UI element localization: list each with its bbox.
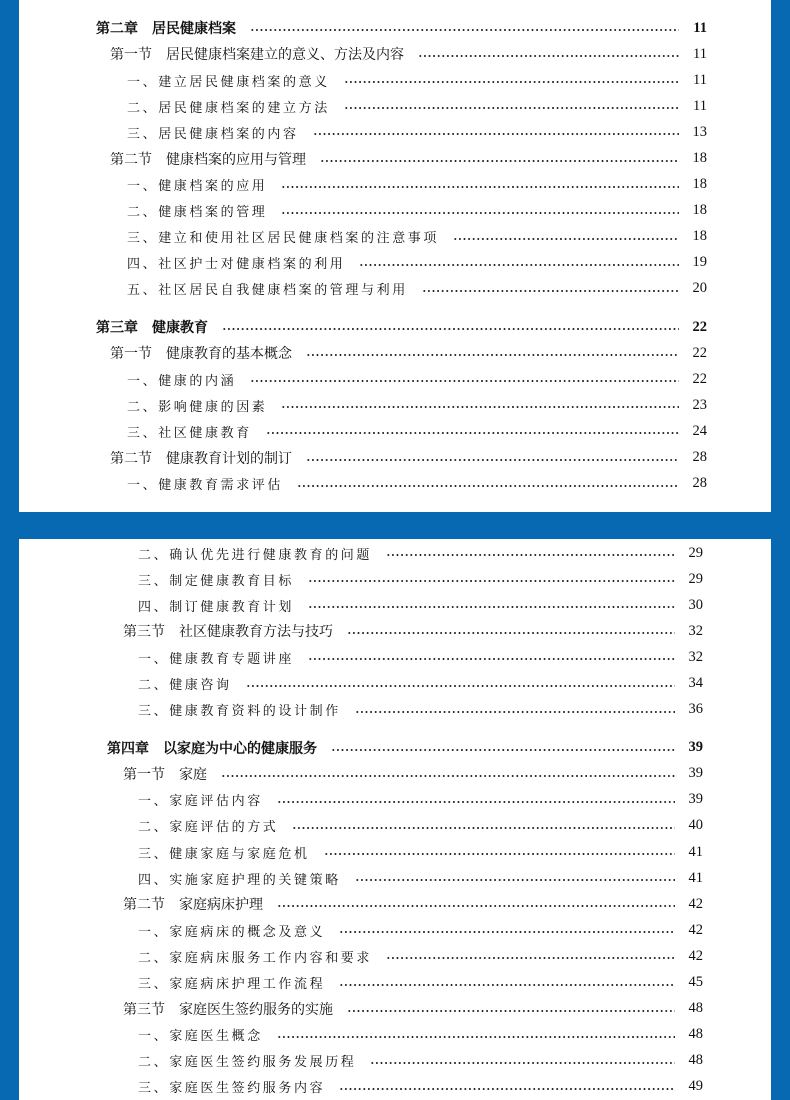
toc-entry-page-number: 18: [692, 150, 707, 167]
toc-item-entry[interactable]: [19, 787, 771, 813]
toc-entry-title: 三、健康教育资料的设计制作: [138, 704, 341, 720]
toc-entry-title: 三、社区健康教育: [127, 425, 252, 441]
toc-item-entry[interactable]: [19, 276, 771, 302]
toc-entry-page-number: 28: [692, 475, 707, 492]
toc-entry-page-number: 48: [688, 1026, 703, 1043]
toc-item-entry[interactable]: [19, 917, 771, 943]
dot-leader: [418, 54, 679, 58]
toc-entry-page-number: 11: [693, 97, 707, 114]
toc-entry-title: 二、家庭医生签约服务发展历程: [138, 1055, 357, 1071]
toc-item-entry[interactable]: [19, 93, 771, 119]
dot-leader: [386, 956, 675, 960]
toc-section-entry[interactable]: [19, 618, 771, 644]
dot-leader: [250, 28, 679, 32]
toc-entry-title: 第一节 家庭: [123, 766, 207, 783]
toc-entry-title: 一、健康教育需求评估: [127, 478, 284, 494]
dot-leader: [306, 353, 679, 357]
dot-leader: [277, 904, 675, 908]
toc-item-entry[interactable]: [19, 644, 771, 670]
toc-entry-page-number: 39: [688, 791, 703, 808]
toc-entry-page-number: 11: [693, 19, 707, 36]
dot-leader: [320, 159, 679, 163]
toc-entry-title: 三、健康家庭与家庭危机: [138, 846, 310, 862]
toc-section-entry[interactable]: [19, 340, 771, 366]
toc-entry-page-number: 41: [688, 869, 703, 886]
toc-item-entry[interactable]: [19, 839, 771, 865]
toc-entry-page-number: 45: [688, 974, 703, 991]
toc-item-entry[interactable]: [19, 1074, 771, 1100]
toc-entry-page-number: 48: [688, 1052, 703, 1069]
dot-leader: [308, 605, 675, 609]
toc-entry-title: 一、家庭病床的概念及意义: [138, 924, 326, 940]
toc-entry-title: 四、社区护士对健康档案的利用: [127, 257, 346, 273]
toc-entry-title: 二、家庭评估的方式: [138, 820, 279, 836]
dot-leader: [344, 106, 679, 110]
toc-item-entry[interactable]: [19, 1022, 771, 1048]
toc-section-entry[interactable]: [19, 761, 771, 787]
toc-item-entry[interactable]: [19, 418, 771, 444]
toc-entry-page-number: 28: [692, 449, 707, 466]
dot-leader: [339, 983, 675, 987]
toc-item-entry[interactable]: [19, 198, 771, 224]
toc-entry-page-number: 39: [688, 739, 703, 756]
dot-leader: [339, 930, 675, 934]
toc-entry-page-number: 13: [692, 123, 707, 140]
toc-entry-title: 二、居民健康档案的建立方法: [127, 100, 330, 116]
dot-leader: [281, 185, 679, 189]
toc-entry-title: 二、确认优先进行健康教育的问题: [138, 547, 373, 563]
toc-entry-title: 五、社区居民自我健康档案的管理与利用: [127, 283, 408, 299]
toc-entry-title: 第二节 家庭病床护理: [123, 897, 263, 914]
toc-panel-1: [19, 0, 771, 512]
toc-item-entry[interactable]: [19, 250, 771, 276]
toc-entry-page-number: 22: [692, 370, 707, 387]
dot-leader: [292, 826, 675, 830]
toc-entry-page-number: 20: [692, 280, 707, 297]
toc-entry-page-number: 11: [693, 71, 707, 88]
dot-leader: [370, 1061, 675, 1065]
dot-leader: [308, 657, 675, 661]
toc-entry-title: 二、影响健康的因素: [127, 399, 268, 415]
toc-panel-2: [19, 539, 771, 1100]
toc-item-entry[interactable]: [19, 970, 771, 996]
toc-entry-page-number: 18: [692, 202, 707, 219]
toc-chapter-entry[interactable]: [19, 735, 771, 761]
dot-leader: [347, 631, 675, 635]
toc-entry-page-number: 48: [688, 1000, 703, 1017]
toc-entry-page-number: 32: [688, 622, 703, 639]
toc-item-entry[interactable]: [19, 392, 771, 418]
toc-entry-page-number: 22: [692, 318, 707, 335]
toc-entry-page-number: 42: [688, 921, 703, 938]
toc-item-entry[interactable]: [19, 119, 771, 145]
toc-entry-page-number: 29: [688, 570, 703, 587]
toc-entry-title: 第二节 健康教育计划的制订: [110, 450, 292, 467]
toc-item-entry[interactable]: [19, 67, 771, 93]
toc-chapter-entry[interactable]: [19, 314, 771, 340]
toc-entry-title: 一、建立居民健康档案的意义: [127, 74, 330, 90]
dot-leader: [308, 579, 675, 583]
dot-leader: [313, 132, 679, 136]
toc-item-entry[interactable]: [19, 471, 771, 497]
toc-section-entry[interactable]: [19, 445, 771, 471]
toc-entry-title: 二、健康咨询: [138, 678, 232, 694]
toc-entry-title: 二、家庭病床服务工作内容和要求: [138, 950, 373, 966]
toc-entry-page-number: 34: [688, 675, 703, 692]
toc-section-entry[interactable]: [19, 145, 771, 171]
dot-leader: [277, 800, 675, 804]
toc-entry-title: 二、健康档案的管理: [127, 205, 268, 221]
toc-entry-title: 三、家庭病床护理工作流程: [138, 977, 326, 993]
toc-item-entry[interactable]: [19, 540, 771, 566]
toc-entry-page-number: 11: [693, 45, 707, 62]
dot-leader: [277, 1035, 675, 1039]
toc-entry-title: 一、家庭医生概念: [138, 1029, 263, 1045]
dot-leader: [331, 748, 675, 752]
toc-section-entry[interactable]: [19, 891, 771, 917]
toc-entry-title: 第三章 健康教育: [96, 320, 208, 337]
toc-entry-page-number: 22: [692, 344, 707, 361]
toc-item-entry[interactable]: [19, 697, 771, 723]
toc-entry-page-number: 24: [692, 422, 707, 439]
toc-entry-page-number: 18: [692, 176, 707, 193]
toc-item-entry[interactable]: [19, 670, 771, 696]
toc-entry-page-number: 41: [688, 843, 703, 860]
toc-entry-title: 第二章 居民健康档案: [96, 21, 236, 38]
dot-leader: [324, 852, 675, 856]
toc-item-entry[interactable]: [19, 224, 771, 250]
toc-entry-title: 三、制定健康教育目标: [138, 573, 295, 589]
dot-leader: [386, 553, 675, 557]
toc-item-entry[interactable]: [19, 813, 771, 839]
toc-section-entry[interactable]: [19, 996, 771, 1022]
dot-leader: [281, 405, 679, 409]
toc-entry-title: 第一节 健康教育的基本概念: [110, 346, 292, 363]
dot-leader: [339, 1087, 675, 1091]
toc-item-entry[interactable]: [19, 865, 771, 891]
dot-leader: [453, 237, 679, 241]
toc-entry-title: 四、制订健康教育计划: [138, 599, 295, 615]
dot-leader: [355, 710, 675, 714]
toc-entry-page-number: 18: [692, 228, 707, 245]
toc-entry-title: 第一节 居民健康档案建立的意义、方法及内容: [110, 47, 404, 64]
dot-leader: [221, 774, 675, 778]
toc-entry-title: 第二节 健康档案的应用与管理: [110, 151, 306, 168]
toc-section-entry[interactable]: [19, 41, 771, 67]
dot-leader: [359, 263, 679, 267]
toc-entry-page-number: 40: [688, 817, 703, 834]
dot-leader: [266, 431, 679, 435]
toc-entry-page-number: 49: [688, 1078, 703, 1095]
toc-entry-title: 一、健康教育专题讲座: [138, 651, 295, 667]
toc-entry-page-number: 19: [692, 254, 707, 271]
toc-entry-page-number: 30: [688, 596, 703, 613]
toc-item-entry[interactable]: [19, 172, 771, 198]
dot-leader: [222, 327, 679, 331]
toc-entry-title: 四、实施家庭护理的关键策略: [138, 872, 341, 888]
dot-leader: [422, 289, 679, 293]
dot-leader: [306, 458, 679, 462]
toc-entry-page-number: 23: [692, 396, 707, 413]
dot-leader: [344, 80, 679, 84]
toc-entry-page-number: 36: [688, 701, 703, 718]
toc-entry-page-number: 42: [688, 895, 703, 912]
dot-leader: [250, 379, 679, 383]
toc-entry-page-number: 29: [688, 544, 703, 561]
toc-item-entry[interactable]: [19, 566, 771, 592]
toc-entry-title: 第三节 社区健康教育方法与技巧: [123, 624, 333, 641]
toc-item-entry[interactable]: [19, 1048, 771, 1074]
toc-entry-title: 三、家庭医生签约服务内容: [138, 1081, 326, 1097]
toc-entry-page-number: 39: [688, 765, 703, 782]
toc-entry-title: 第四章 以家庭为中心的健康服务: [107, 740, 317, 757]
dot-leader: [297, 484, 679, 488]
toc-entry-title: 三、建立和使用社区居民健康档案的注意事项: [127, 231, 440, 247]
toc-entry-page-number: 42: [688, 947, 703, 964]
toc-item-entry[interactable]: [19, 943, 771, 969]
toc-entry-title: 一、健康档案的应用: [127, 179, 268, 195]
dot-leader: [281, 211, 679, 215]
toc-item-entry[interactable]: [19, 592, 771, 618]
dot-leader: [355, 878, 675, 882]
dot-leader: [347, 1009, 675, 1013]
dot-leader: [246, 684, 675, 688]
toc-entry-title: 一、家庭评估内容: [138, 794, 263, 810]
toc-item-entry[interactable]: [19, 366, 771, 392]
toc-chapter-entry[interactable]: [19, 15, 771, 41]
toc-entry-title: 三、居民健康档案的内容: [127, 126, 299, 142]
toc-entry-title: 一、健康的内涵: [127, 373, 237, 389]
toc-entry-page-number: 32: [688, 648, 703, 665]
toc-entry-title: 第三节 家庭医生签约服务的实施: [123, 1001, 333, 1018]
